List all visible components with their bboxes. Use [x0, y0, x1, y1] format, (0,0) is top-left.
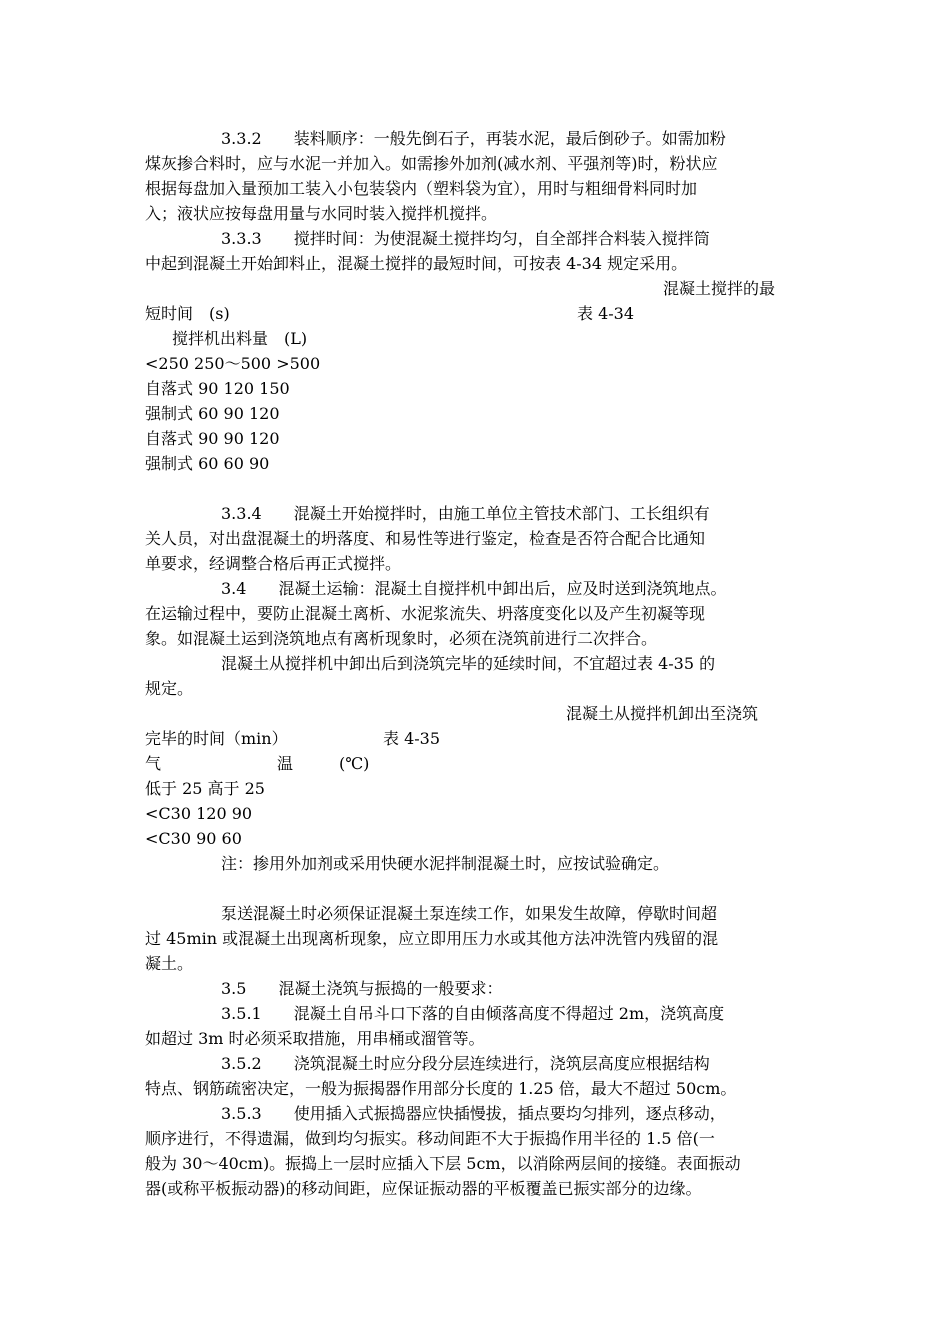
table-4-35-note: 注：掺用外加剂或采用快硬水泥拌制混凝土时，应按试验确定。 [221, 854, 670, 873]
table-4-34-title: 混凝土搅拌的最 [663, 279, 776, 298]
table-4-35-columns: 低于 25 高于 25 [145, 779, 265, 798]
table-row: 强制式 60 60 90 [145, 454, 270, 473]
paragraph-pump-line: 过 45min 或混凝土出现离析现象，应立即用压力水或其他方法冲洗管内残留的混 [145, 929, 719, 948]
paragraph-3-3-3-line: 中起到混凝土开始卸料止，混凝土搅拌的最短时间，可按表 4-34 规定采用。 [145, 254, 688, 273]
paragraph-3-4-line: 3.4 混凝土运输：混凝土自搅拌机中卸出后，应及时送到浇筑地点。 [221, 579, 727, 598]
table-4-35-header-unit: (℃) [339, 754, 370, 773]
paragraph-3-3-2-line: 3.3.2 装料顺序：一般先倒石子，再装水泥，最后倒砂子。如需加粉 [221, 129, 726, 148]
table-row: 自落式 90 90 120 [145, 429, 280, 448]
paragraph-3-4-line: 混凝土从搅拌机中卸出后到浇筑完毕的延续时间，不宜超过表 4-35 的 [221, 654, 716, 673]
paragraph-3-5-3-line: 般为 30～40cm)。振捣上一层时应插入下层 5cm，以消除两层间的接缝。表面振动 [145, 1154, 741, 1173]
table-4-34-columns: <250 250～500 >500 [145, 354, 321, 373]
paragraph-3-3-2-line: 入；液状应按每盘用量与水同时装入搅拌机搅拌。 [145, 204, 498, 223]
paragraph-pump-line: 泵送混凝土时必须保证混凝土泵连续工作，如果发生故障，停歇时间超 [221, 904, 718, 923]
paragraph-3-3-2-line: 根据每盘加入量预加工装入小包装袋内（塑料袋为宜），用时与粗细骨料同时加 [145, 179, 698, 198]
paragraph-3-5-2-line: 特点、钢筋疏密决定，一般为振揭器作用部分长度的 1.25 倍，最大不超过 50cm。 [145, 1079, 737, 1098]
table-4-34-title-cont: 短时间 (s) [145, 304, 230, 323]
table-row: 强制式 60 90 120 [145, 404, 280, 423]
paragraph-3-4-line: 在运输过程中，要防止混凝土离析、水泥浆流失、坍落度变化以及产生初凝等现 [145, 604, 706, 623]
table-4-35-header-wen: 温 [277, 754, 294, 773]
table-4-35-title: 混凝土从搅拌机卸出至浇筑 [566, 704, 759, 723]
table-row: 自落式 90 120 150 [145, 379, 290, 398]
table-4-34-number: 表 4-34 [577, 304, 635, 323]
table-row: <C30 120 90 [145, 804, 253, 823]
table-4-35-title-cont: 完毕的时间（min） [145, 729, 288, 748]
paragraph-3-3-2-line: 煤灰掺合料时，应与水泥一并加入。如需掺外加剂(减水剂、平强剂等)时，粉状应 [145, 154, 718, 173]
heading-3-5: 3.5 混凝土浇筑与振捣的一般要求： [221, 979, 503, 998]
table-row: <C30 90 60 [145, 829, 242, 848]
paragraph-3-5-2-line: 3.5.2 浇筑混凝土时应分段分层连续进行，浇筑层高度应根据结构 [221, 1054, 710, 1073]
paragraph-3-3-4-line: 单要求，经调整合格后再正式搅拌。 [145, 554, 402, 573]
paragraph-3-3-4-line: 3.3.4 混凝土开始搅拌时，由施工单位主管技术部门、工长组织有 [221, 504, 710, 523]
paragraph-3-3-4-line: 关人员，对出盘混凝土的坍落度、和易性等进行鉴定，检查是否符合配合比通知 [145, 529, 706, 548]
paragraph-3-5-3-line: 3.5.3 使用插入式振捣器应快插慢拔，插点要均匀排列，逐点移动， [221, 1104, 726, 1123]
paragraph-3-5-1-line: 3.5.1 混凝土自吊斗口下落的自由倾落高度不得超过 2m，浇筑高度 [221, 1004, 725, 1023]
paragraph-3-3-3-line: 3.3.3 搅拌时间：为使混凝土搅拌均匀，自全部拌合料装入搅拌筒 [221, 229, 710, 248]
table-4-35-number: 表 4-35 [383, 729, 441, 748]
table-4-35-header-qi: 气 [145, 754, 162, 773]
paragraph-3-4-line: 规定。 [145, 679, 194, 698]
paragraph-3-5-3-line: 器(或称平板振动器)的移动间距，应保证振动器的平板覆盖已振实部分的边缘。 [145, 1179, 702, 1198]
table-4-34-header: 搅拌机出料量 (L) [172, 329, 308, 348]
paragraph-3-4-line: 象。如混凝土运到浇筑地点有离析现象时，必须在浇筑前进行二次拌合。 [145, 629, 658, 648]
paragraph-3-5-3-line: 顺序进行，不得遗漏，做到均匀振实。移动间距不大于振捣作用半径的 1.5 倍(一 [145, 1129, 715, 1148]
paragraph-pump-line: 凝土。 [145, 954, 194, 973]
paragraph-3-5-1-line: 如超过 3m 时必须采取措施，用串桶或溜管等。 [145, 1029, 485, 1048]
